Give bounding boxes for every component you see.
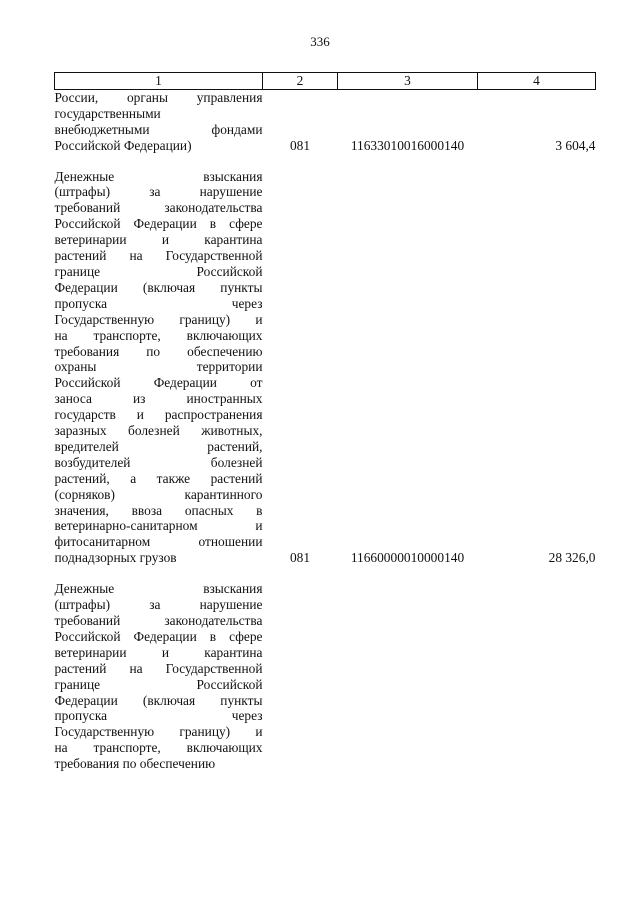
description-line: требований законодательства <box>54 613 263 628</box>
description-line: внебюджетными фондами <box>54 121 263 137</box>
description-line: ветеринарии и карантина <box>54 644 263 660</box>
row-description <box>55 89 263 153</box>
description-line: растений, а также растений <box>54 470 263 486</box>
row-admin-code: 081 <box>289 550 311 566</box>
column-header-3: 3 <box>338 73 478 90</box>
description-line: охраны территории <box>54 359 263 375</box>
table-body <box>55 89 596 772</box>
description-line: Российской Федерации от <box>54 375 263 391</box>
description-line: России, органы управления <box>54 89 263 105</box>
description-line: заноса из иностранных <box>54 391 263 407</box>
description-line: Денежные взыскания <box>54 168 263 184</box>
description-line: государств и распространения <box>54 407 263 423</box>
column-header-4: 4 <box>478 73 596 90</box>
row-amount: 28 326,0 <box>548 550 596 566</box>
description-line: требований законодательства <box>54 200 263 216</box>
description-line: Российской Федерации в сфере <box>54 216 263 232</box>
description-line: Денежные взыскания <box>54 581 263 597</box>
description-line: пропуска через <box>54 295 263 311</box>
description-line: требования по обеспечению <box>54 756 216 772</box>
description-line: Федерации (включая пункты <box>54 692 263 708</box>
description-line: (штрафы) за нарушение <box>54 597 263 613</box>
description-line: государственными <box>54 105 161 121</box>
description-line: растений на Государственной <box>54 248 263 264</box>
header-row <box>55 73 596 90</box>
page-number: 336 <box>310 34 330 49</box>
description-line: (сорняков) карантинного <box>54 486 263 502</box>
row-description <box>55 169 263 567</box>
description-line: Российской Федерации) <box>54 137 192 153</box>
row-description <box>55 581 263 772</box>
row-budget-code: 11660000010000140 <box>350 550 465 566</box>
description-line: значения, ввоза опасных в <box>54 502 263 518</box>
column-header-2: 2 <box>263 73 338 90</box>
description-line: на транспорте, включающих <box>54 740 263 756</box>
column-header-1: 1 <box>55 73 263 90</box>
description-line: растений на Государственной <box>54 660 263 676</box>
budget-table <box>54 72 596 772</box>
table-row <box>55 581 596 772</box>
description-line: Государственную границу) и <box>54 724 263 740</box>
row-amount: 3 604,4 <box>555 137 596 153</box>
description-line: требования по обеспечению <box>54 343 263 359</box>
row-spacer <box>55 154 596 169</box>
description-line: Российской Федерации в сфере <box>54 628 263 644</box>
description-line: ветеринарии и карантина <box>54 232 263 248</box>
description-line: вредителей растений, <box>54 438 263 454</box>
description-line: границе Российской <box>54 263 263 279</box>
description-line: поднадзорных грузов <box>54 550 177 566</box>
description-line: на транспорте, включающих <box>54 327 263 343</box>
row-amount <box>478 581 596 772</box>
table-row <box>55 169 596 567</box>
row-budget-code: 11633010016000140 <box>350 137 465 153</box>
description-line: (штрафы) за нарушение <box>54 184 263 200</box>
description-line: Государственную границу) и <box>54 311 263 327</box>
row-admin-code <box>263 581 338 772</box>
description-line: возбудителей болезней <box>54 454 263 470</box>
description-line: границе Российской <box>54 676 263 692</box>
description-line: Федерации (включая пункты <box>54 279 263 295</box>
description-line: заразных болезней животных, <box>54 423 263 439</box>
description-line: фитосанитарном отношении <box>54 534 263 550</box>
table-row <box>55 89 596 153</box>
description-line: пропуска через <box>54 708 263 724</box>
row-spacer <box>55 566 596 581</box>
row-admin-code: 081 <box>289 137 311 153</box>
description-line: ветеринарно-санитарном и <box>54 518 263 534</box>
row-budget-code <box>338 581 478 772</box>
